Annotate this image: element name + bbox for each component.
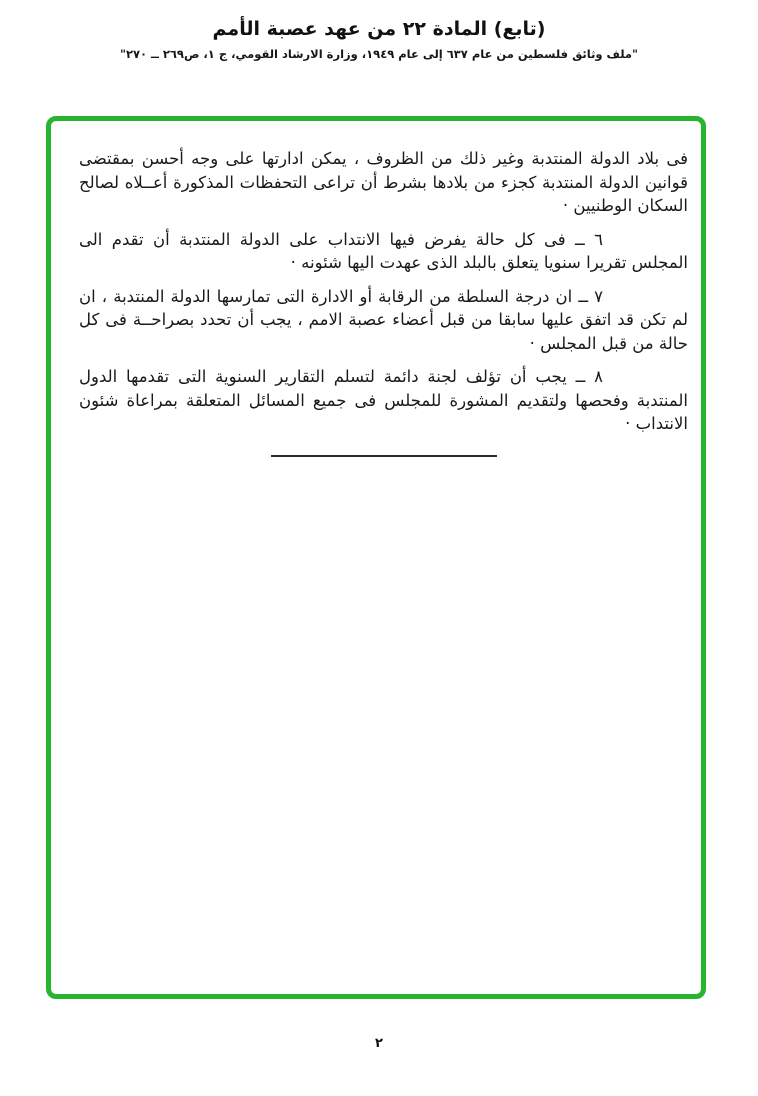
- paragraph-item-7: ٧ ــ ان درجة السلطة من الرقابة أو الادارة التى تمارسها الدولة المنتدبة ، ان لم تكن قد اتفق عليها سابقا من قبل أعضاء عصبة الامم ، يجب أن تحدد بصراحــة فى كل حالة من قبل المجلس ·: [79, 286, 688, 353]
- document-page: [0, 18, 758, 1096]
- content-border-box: [46, 116, 706, 999]
- page-header: [0, 18, 758, 61]
- paragraph-item-6: ٦ ــ فى كل حالة يفرض فيها الانتداب على الدولة المنتدبة أن تقدم الى المجلس تقريرا سنويا يتعلق بالبلد الذى عهدت اليها شئونه ·: [79, 229, 688, 272]
- page-number: ٢: [375, 1036, 383, 1051]
- paragraph-intro-continuation: فى بلاد الدولة المنتدبة وغير ذلك من الظروف ، يمكن ادارتها على وجه أحسن بمقتضى قوانين الدولة المنتدبة كجزء من بلادها بشرط أن تراعى التحفظات المذكورة أعــلاه لصالح السكان الوطنيين ·: [79, 149, 688, 215]
- source-citation-line: "ملف وثائق فلسطين من عام ٦٣٧ إلى عام ١٩٤٩، وزارة الارشاد القومي، ج ١، ص٢٦٩ ــ ٢٧٠": [119, 47, 639, 61]
- page-title: (تابع) المادة ٢٢ من عهد عصبة الأمم: [212, 18, 546, 40]
- paragraph-item-8: ٨ ــ يجب أن تؤلف لجنة دائمة لتسلم التقارير السنوية التى تقدمها الدول المنتدبة وفحصها ولتقديم المشورة للمجلس فى جميع المسائل المتعلقة بمراعاة شئون الانتداب ·: [79, 367, 688, 433]
- section-divider-rule: [271, 455, 497, 457]
- document-text-area: [51, 121, 701, 457]
